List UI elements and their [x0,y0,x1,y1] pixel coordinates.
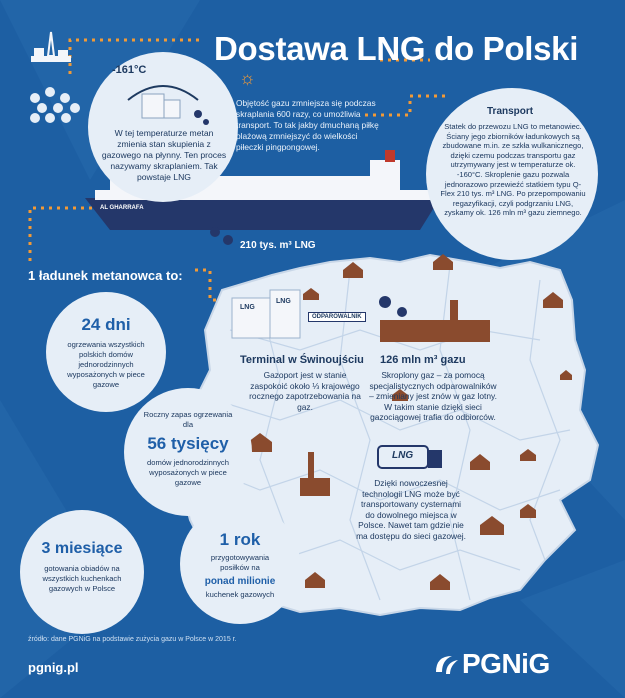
lng-amount: 210 tys. m³ LNG [240,240,316,251]
transport-heading: Transport [487,106,534,117]
ship-name: AL GHARRAFA [100,205,144,211]
terminal-text: Gazoport jest w stanie zaspokoić około ⅓ krajowego rocznego zapotrzebowania na gaz. [249,370,361,412]
truck-note: Dzięki nowoczesnej technologii LNG może być transportowany cysternami do dowolnego miejsca w Polsce. Nawet tam gdzie nie ma dostępu do sieci gazowej. [356,478,466,541]
stat-year-highlight: ponad milionie [204,576,276,587]
gas-title: 126 mln m³ gazu [380,354,466,366]
lightbulb-icon: ☼ [239,68,256,88]
pgnig-logo-icon [432,650,460,678]
stat-year-value: 1 rok [219,530,261,549]
stat-year-text: kuchenek gazowych [205,590,275,599]
stat-months-text: gotowania obiadów na wszystkich kuchenkach gazowych w Polsce [42,564,122,593]
tank-label-2: LNG [276,298,291,305]
stat-thousand-text: domów jednorodzinnych wyposażonych w piece gazowe [147,458,229,487]
temperature-label: -161°C [112,64,147,76]
stat-months-value: 3 miesiące [41,540,123,557]
stat-days-text: ogrzewania wszystkich polskich domów jednorodzinnych wyposażonych w piece gazowe [67,340,145,389]
pgnig-logo: PGNiG [462,648,550,679]
source-note: źródło: dane PGNiG na podstawie zużycia gazu w Polsce w 2015 r. [28,636,237,643]
transport-text: Statek do przewozu LNG to metanowiec. Ściany jego zbiorników ładunkowych są zbudowane m.in. ze szkła wulkanicznego, dzięki czemu podczas transportu gaz utrzymywany jest w temperaturze ok. -160°C. Skroplenie gazu pozwala jednorazowo przewieźć statkiem typu Q-Flex 210 tys. m³ LNG. Po przepompowaniu regazyfikacji, czyli podgrzaniu LNG, zyskamy ok. 126 mln m³ gazu ziemnego. [440,122,586,218]
terminal-title: Terminal w Świnoujściu [240,354,364,366]
stat-year-pre: przygotowywania posiłków na [210,553,270,572]
methane-note: W tej temperaturze metan zmienia stan skupienia z gazowego na płynny. Ten proces nazywamy skraplaniem. Tak powstaje LNG [101,128,227,182]
tank-label-1: LNG [240,304,255,311]
website-link[interactable]: pgnig.pl [28,660,79,675]
page-title: Dostawa LNG do Polski [214,30,579,67]
drilling-rig-icon [26,28,76,68]
gas-text: Skroplony gaz – za pomocą specjalistycznych odparowalników – zmieniany jest znów w gaz lotny. W takim stanie dzięki sieci gazociągowej trafia do odbiorców. [369,370,497,422]
truck-label: LNG [392,450,414,461]
stat-days-value: 24 dni [81,315,131,334]
volume-note: Objętość gazu zmniejsza się podczas skraplania 600 razy, co umożliwia transport. To tak jakby dmuchaną piłkę plażową zmniejszyć do wielkości piłeczki pingpongowej. [236,98,379,152]
cargo-label: 1 ładunek metanowca to: [28,268,183,283]
stat-thousand-pre: Roczny zapas ogrzewania dla [143,410,233,429]
vaporizer-label: ODPAROWALNIK [308,312,366,322]
stat-thousand-value: 56 tysięcy [147,434,229,453]
